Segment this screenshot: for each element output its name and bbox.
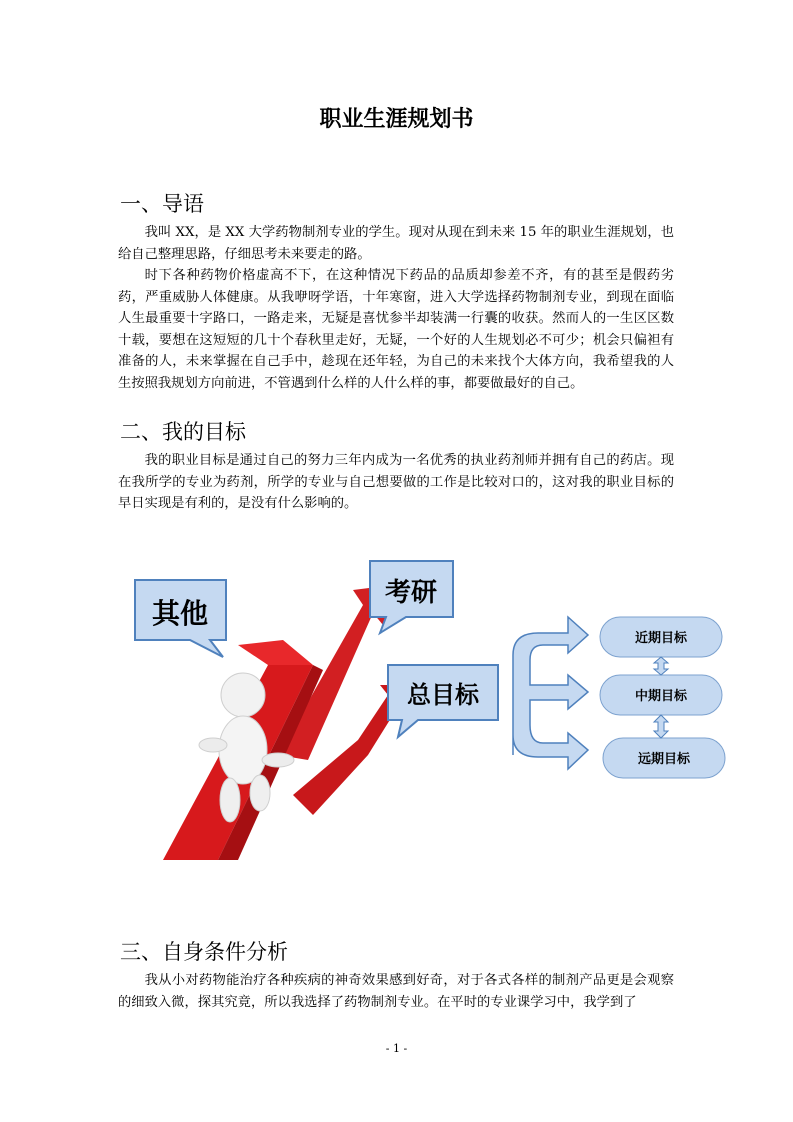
goal-list	[600, 617, 725, 778]
goal-text	[118, 450, 674, 515]
section-heading-intro: 一、导语	[120, 192, 204, 216]
goal-mid-term: 中期目标	[634, 689, 688, 704]
intro-text	[118, 222, 674, 394]
section-heading-goal: 二、我的目标	[120, 420, 246, 444]
page-number: - 1 -	[385, 1042, 408, 1055]
career-goal-diagram	[118, 545, 738, 875]
intro-paragraph-1: 我叫 XX，是 XX 大学药物制剂专业的学生。现对从现在到未来 15 年的职业生涯规划，也给自己整理思路，仔细思考未来要走的路。	[118, 225, 674, 262]
bubble-other-label: 其他	[151, 597, 209, 630]
goal-short-term: 近期目标	[634, 631, 688, 646]
goal-long-term: 远期目标	[637, 752, 691, 767]
bubble-goal	[388, 665, 498, 737]
bubble-other	[135, 580, 226, 657]
bubble-exam-label: 考研	[384, 578, 438, 608]
blue-branch-arrows	[513, 617, 588, 769]
page-title: 职业生涯规划书	[319, 107, 474, 132]
goal-paragraph-1: 我的职业目标是通过自己的努力三年内成为一名优秀的执业药剂师并拥有自己的药店。现在我所学的专业为药剂，所学的专业与自己想要做的工作是比较对口的，这对我的职业目标的早日实现是有利的，是没有什么影响的。	[118, 453, 674, 511]
self-analysis-paragraph-1: 我从小对药物能治疗各种疾病的神奇效果感到好奇，对于各式各样的制剂产品更是会观察的细致入微，探其究竟，所以我选择了药物制剂专业。在平时的专业课学习中，我学到了	[118, 973, 674, 1010]
section-heading-self-analysis: 三、自身条件分析	[120, 940, 288, 964]
self-analysis-text	[118, 970, 674, 1013]
intro-paragraph-2: 时下各种药物价格虚高不下，在这种情况下药品的品质却参差不齐，有的甚至是假药劣药，严重威胁人体健康。从我咿呀学语，十年寒窗，进入大学选择药物制剂专业，到现在面临人生最重要十字路口，一路走来，无疑是喜忧参半却装满一行囊的收获。然而人的一生区区数十载，要想在这短短的几十个春秋里走好，无疑，一个好的人生规划必不可少；机会只偏袒有准备的人，未来掌握在自己手中，趁现在还年轻，为自己的未来找个大体方向，我希望我的人生按照我规划方向前进，不管遇到什么样的人什么样的事，都要做最好的自己。	[118, 268, 674, 391]
bubble-goal-label: 总目标	[407, 681, 479, 709]
